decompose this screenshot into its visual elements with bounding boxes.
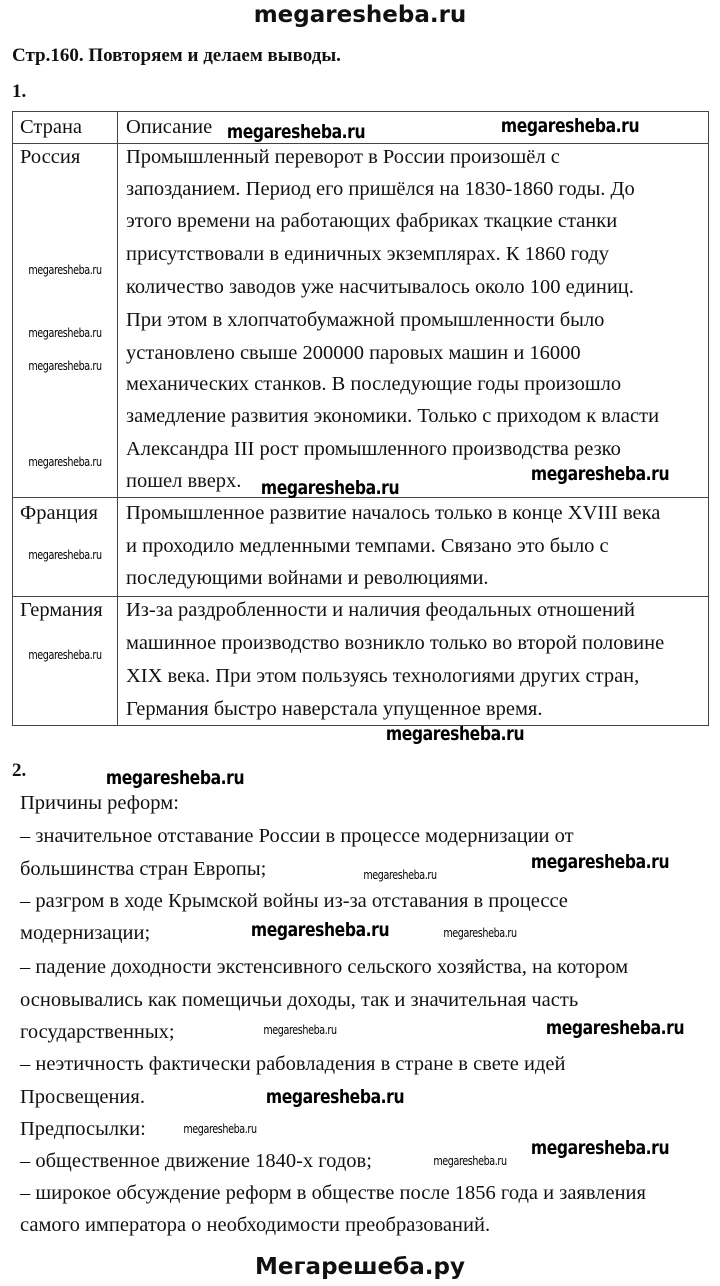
table-cell-country: Франция: [20, 502, 98, 524]
watermark: megaresheba.ru: [183, 1122, 257, 1136]
task-1-number: 1.: [12, 81, 27, 102]
watermark: megaresheba.ru: [28, 455, 102, 469]
watermark: megaresheba.ru: [28, 326, 102, 340]
table-cell-country: Россия: [20, 146, 81, 168]
table-cell-description-line: последующими войнами и революциями.: [126, 567, 489, 589]
watermark: megaresheba.ru: [260, 477, 400, 499]
watermark: megaresheba.ru: [28, 359, 102, 373]
table-cell-description-line: Промышленное развитие началось только в конце XVIII века: [126, 502, 661, 524]
watermark: megaresheba.ru: [250, 919, 390, 941]
task-2-line: Просвещения.: [20, 1086, 145, 1108]
table-column-divider: [117, 111, 118, 726]
watermark: megaresheba.ru: [530, 1137, 670, 1159]
site-header-watermark: megaresheba.ru: [253, 2, 467, 28]
table-cell-description-line: пошел вверх.: [126, 470, 242, 492]
table-cell-description-line: присутствовали в единичных экземплярах. К 1860 году: [126, 243, 610, 265]
table-cell-description-line: запозданием. Период его пришёлся на 1830-1860 годы. До: [126, 178, 635, 200]
table-cell-description-line: количество заводов уже насчитывалось около 100 единиц.: [126, 276, 634, 298]
task-2-line: – разгром в ходе Крымской войны из-за отставания в процессе: [20, 890, 568, 912]
table-cell-description-line: этого времени на работающих фабриках ткацкие станки: [126, 210, 618, 232]
task-2-line: Причины реформ:: [20, 792, 179, 814]
table-cell-description-line: машинное производство возникло только во второй половине: [126, 632, 665, 654]
watermark: megaresheba.ru: [28, 263, 102, 277]
table-cell-description-line: Промышленный переворот в России произошёл с: [126, 146, 560, 168]
task-2-line: государственных;: [20, 1021, 175, 1043]
watermark: megaresheba.ru: [385, 723, 525, 745]
watermark: megaresheba.ru: [105, 767, 245, 789]
watermark: megaresheba.ru: [363, 868, 437, 882]
watermark: megaresheba.ru: [28, 648, 102, 662]
task-2-line: – общественное движение 1840-х годов;: [20, 1150, 372, 1172]
table-cell-description-line: Германия быстро наверстала упущенное время.: [126, 698, 543, 720]
table-cell-description-line: При этом в хлопчатобумажной промышленности было: [126, 309, 605, 331]
task-2-number: 2.: [12, 760, 27, 781]
watermark: megaresheba.ru: [265, 1086, 405, 1108]
site-footer-watermark: Мегарешеба.ру: [255, 1254, 465, 1280]
table-cell-description-line: установлено свыше 200000 паровых машин и 16000: [126, 342, 581, 364]
table-cell-description-line: механических станков. В последующие годы произошло: [126, 373, 622, 395]
watermark: megaresheba.ru: [530, 463, 670, 485]
table-header-country: Страна: [20, 116, 83, 138]
table-cell-description-line: и проходило медленными темпами. Связано это было с: [126, 535, 609, 557]
table-cell-description-line: замедление развития экономики. Только с приходом к власти: [126, 405, 660, 427]
table-cell-country: Германия: [20, 599, 103, 621]
table-cell-description-line: XIX века. При этом пользуясь технологиями других стран,: [126, 665, 640, 687]
table-row-divider: [12, 143, 709, 144]
task-2-line: большинства стран Европы;: [20, 858, 267, 880]
table-row-divider: [12, 596, 709, 597]
table-cell-description-line: Александра III рост промышленного производства резко: [126, 438, 621, 460]
table-cell-description-line: Из-за раздробленности и наличия феодальных отношений: [126, 599, 635, 621]
watermark: megaresheba.ru: [226, 121, 366, 143]
table-header-description: Описание: [126, 116, 213, 138]
watermark: megaresheba.ru: [545, 1017, 685, 1039]
task-2-line: самого императора о необходимости преобразований.: [20, 1214, 491, 1236]
task-2-line: – широкое обсуждение реформ в обществе после 1856 года и заявления: [20, 1182, 646, 1204]
task-2-line: – значительное отставание России в процессе модернизации от: [20, 825, 574, 847]
watermark: megaresheba.ru: [433, 1154, 507, 1168]
watermark: megaresheba.ru: [263, 1023, 337, 1037]
task-2-line: Предпосылки:: [20, 1118, 146, 1140]
task-2-line: модернизации;: [20, 922, 151, 944]
watermark: megaresheba.ru: [500, 115, 640, 137]
watermark: megaresheba.ru: [530, 851, 670, 873]
task-2-line: – падение доходности экстенсивного сельского хозяйства, на котором: [20, 956, 629, 978]
watermark: megaresheba.ru: [443, 926, 517, 940]
task-2-line: – неэтичность фактически рабовладения в стране в свете идей: [20, 1053, 566, 1075]
task-2-line: основывались как помещичьи доходы, так и значительная часть: [20, 989, 579, 1011]
watermark: megaresheba.ru: [28, 548, 102, 562]
page-title: Стр.160. Повторяем и делаем выводы.: [12, 45, 341, 66]
